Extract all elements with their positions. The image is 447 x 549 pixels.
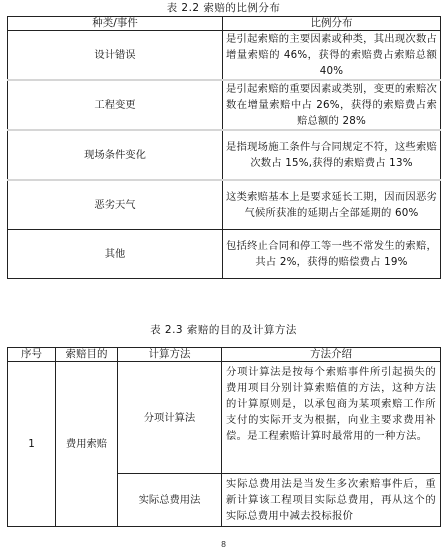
claim-method-table — [7, 347, 441, 527]
row-distribution: 是引起索赔的重要因素或类别，变更的索赔次数在增量索赔中占 26%，获得的索赔费占索赔总额的 28% — [223, 80, 441, 130]
row-category: 其他 — [8, 230, 223, 279]
table-row — [8, 362, 441, 474]
table-row — [8, 230, 441, 279]
table-row — [8, 130, 441, 180]
claim-distribution-table — [7, 16, 441, 279]
row-distribution: 包括终止合同和停工等一些不常发生的索赔，共占 2%，获得的赔偿费占 19% — [223, 230, 441, 279]
header-purpose: 索赔目的 — [56, 348, 118, 362]
table-row — [8, 180, 441, 230]
page-number: 8 — [220, 540, 227, 549]
header-category: 种类/事件 — [8, 17, 223, 31]
table1-caption: 表 2.2 索赔的比例分布 — [166, 2, 281, 14]
row-purpose: 费用索赔 — [56, 362, 118, 527]
method-description: 分项计算法是按每个索赔事件所引起损失的费用项目分别计算索赔值的方法，这种方法的计算原则是，以承包商为某项索赔工作所支付的实际开支为根据，向业主要求费用补偿。是工程索赔计算时最常用的一种方法。 — [222, 362, 441, 474]
row-category: 现场条件变化 — [8, 130, 223, 180]
row-distribution: 这类索赔基本上是要求延长工期，因而因恶劣气候所获准的延期占全部延期的 60% — [223, 180, 441, 230]
header-distribution: 比例分布 — [223, 17, 441, 31]
table-row — [8, 31, 441, 81]
table-header-row — [8, 17, 441, 31]
row-distribution: 是指现场施工条件与合同规定不符，这些索赔次数占 15%,获得的索赔费占 13% — [223, 130, 441, 180]
table2-caption: 表 2.3 索赔的目的及计算方法 — [150, 324, 297, 336]
row-distribution: 是引起索赔的主要因素或种类，其出现次数占增量索赔的 46%，获得的索赔费占索赔总额 40% — [223, 31, 441, 81]
header-method: 计算方法 — [118, 348, 222, 362]
method-name: 实际总费用法 — [118, 474, 222, 527]
row-category: 恶劣天气 — [8, 180, 223, 230]
method-name: 分项计算法 — [118, 362, 222, 474]
method-description: 实际总费用法是当发生多次索赔事件后，重新计算该工程项目实际总费用，再从这个的实际总费用中减去投标报价 — [222, 474, 441, 527]
table-header-row — [8, 348, 441, 362]
header-number: 序号 — [8, 348, 56, 362]
header-description: 方法介绍 — [222, 348, 441, 362]
row-category: 设计错误 — [8, 31, 223, 81]
row-category: 工程变更 — [8, 80, 223, 130]
row-number: 1 — [8, 362, 56, 527]
table-row — [8, 80, 441, 130]
